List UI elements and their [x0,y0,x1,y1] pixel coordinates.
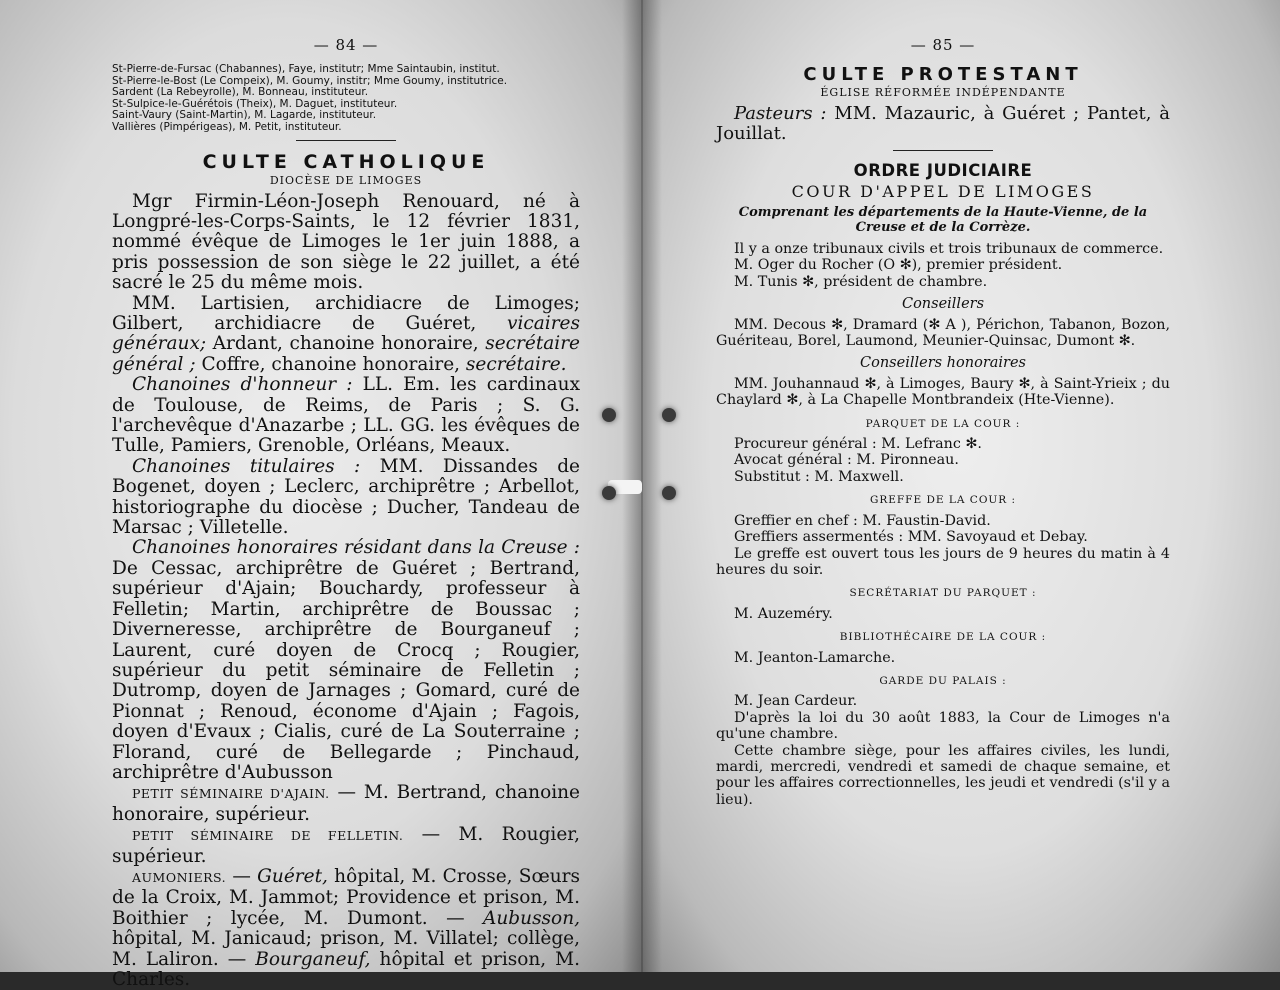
secretariat-heading: SECRÉTARIAT DU PARQUET : [849,587,1037,600]
greffe-line: Greffier en chef : M. Faustin-David. [734,512,991,529]
conseillers-paragraph: MM. Decous ✻, Dramard (✻ A ), Périchon, Tabanon, Bozon, Guériteau, Borel, Laumond, Meunier-Quinsac, Dumont ✻. [716,316,1170,350]
section-title-culte-catholique: CULTE CATHOLIQUE [202,150,490,173]
petit-seminaire-felletin-paragraph: PETIT SÉMINAIRE DE FELLETIN. — M. Rougier, supérieur. [112,824,580,867]
conseillers-heading: Conseillers [901,296,985,313]
loi-paragraph: D'après la loi du 30 août 1883, la Cour de Limoges n'a qu'une chambre. [716,709,1170,743]
secretariat-line: M. Auzeméry. [734,605,833,622]
catholique-body [112,192,580,990]
vicaires-paragraph: MM. Lartisien, archidiacre de Limoges; Gilbert, archidiacre de Guéret, vicaires généraux; Ardant, chanoine honoraire, secrétaire général ; Coffre, chanoine honoraire, secrétaire. [112,292,580,375]
premier-president-line: M. Oger du Rocher (O ✻), premier président. [734,257,1063,274]
greffe-line: Le greffe est ouvert tous les jours de 9 heures du matin à 4 heures du soir. [716,545,1170,578]
parquet-line: Avocat général : M. Pironneau. [734,452,959,469]
ordre-judiciaire-title: ORDRE JUDICIAIRE [853,161,1033,180]
greffe-heading: GREFFE DE LA COUR : [869,494,1017,507]
list-item: St-Sulpice-le-Guérétois (Theix), M. Daguet, instituteur. [112,97,398,110]
greffe-line: Greffiers assermentés : MM. Savoyaud et Debay. [734,529,1088,546]
conseillers-honoraires-heading: Conseillers honoraires [860,355,1026,372]
chanoines-titulaires-paragraph: Chanoines titulaires : MM. Dissandes de Bogenet, doyen ; Leclerc, archiprêtre ; Arbellot, historiographe du diocèse ; Ducher, Tandeau de Marsac ; Villetelle. [112,455,580,539]
petit-seminaire-ajain-paragraph: PETIT SÉMINAIRE D'AJAIN. — M. Bertrand, chanoine honoraire, supérieur. [112,782,580,825]
chanoines-honneur-paragraph: Chanoines d'honneur : LL. Em. les cardinaux de Toulouse, de Reims, de Paris ; S. G. l'archevêque d'Anazarbe ; LL. GG. les évêques de Tulle, Pamiers, Grenoble, Orléans, Meaux. [112,374,581,457]
page-number-84: — 84 — [313,36,379,54]
instituteurs-list [112,64,580,134]
divider [893,150,993,151]
comprenant-line: Comprenant les départements de la Haute-Vienne, de la Creuse et de la Corrèze. [738,205,1148,235]
list-item: Saint-Vaury (Saint-Martin), M. Lagarde, instituteur. [112,109,377,122]
staple-hole [602,486,616,500]
staple-hole [662,486,676,500]
list-item: St-Pierre-le-Bost (Le Compeix), M. Goumy, institr; Mme Goumy, institutrice. [112,74,508,87]
judiciaire-body [716,241,1170,808]
aumoniers-paragraph: AUMONIERS. — Guéret, hôpital, M. Crosse, Sœurs de la Croix, M. Jammot; Providence et prison, M. Boithier ; lycée, M. Dumont. — Aubusson, hôpital, M. Janicaud; prison, M. Villatel; collège, M. Laliron. — Bourganeuf, hôpital et prison, M. Charles. [112,865,581,990]
conseillers-honoraires-paragraph: MM. Jouhannaud ✻, à Limoges, Baury ✻, à Saint-Yrieix ; du Chaylard ✻, à La Chapelle Montbrandeix (Hte-Vienne). [716,375,1170,409]
section-title-culte-protestant: CULTE PROTESTANT [803,64,1083,85]
bibliothecaire-heading: BIBLIOTHÉCAIRE DE LA COUR : [839,631,1047,644]
chanoines-honoraires-paragraph: Chanoines honoraires résidant dans la Creuse : De Cessac, archiprêtre de Guéret ; Bertrand, supérieur d'Ajain; Bouchardy, professeur à Felletin; Martin, archiprêtre de Boussac ; Diverneresse, archiprêtre de Bourganeuf ; Laurent, curé doyen de Crocq ; Rougier, supérieur du petit séminaire de Felletin ; Dutromp, doyen de Jarnages ; Gomard, curé de Pionnat ; Renoud, économe d'Ajain ; Fagois, doyen d'Evaux ; Cialis, curé de La Souterraine ; Florand, curé de Bellegarde ; Pinchaud, archiprêtre d'Aubusson [112,537,580,783]
eglise-subtitle: ÉGLISE RÉFORMÉE INDÉPENDANTE [820,86,1066,99]
right-page [640,0,1280,972]
cour-appel-title: COUR D'APPEL DE LIMOGES [791,182,1095,201]
diocese-subtitle: DIOCÈSE DE LIMOGES [269,173,423,187]
parquet-heading: PARQUET DE LA COUR : [865,417,1021,430]
staple-hole [602,408,616,422]
page-number-85: — 85 — [910,36,976,54]
garde-line: M. Jean Cardeur. [734,693,858,710]
divider [296,140,396,141]
list-item: Vallières (Pimpérigeas), M. Petit, instituteur. [112,120,342,133]
parquet-line: Substitut : M. Maxwell. [734,468,904,485]
president-chambre-line: M. Tunis ✻, président de chambre. [734,273,988,290]
list-item: Sardent (La Rebeyrolle), M. Bonneau, instituteur. [112,86,369,99]
staple-hole [662,408,676,422]
bibliothecaire-line: M. Jeanton-Lamarche. [734,649,896,666]
eveque-paragraph: Mgr Firmin-Léon-Joseph Renouard, né à Longpré-les-Corps-Saints, le 12 février 1831, nommé évêque de Limoges le 1er juin 1888, a pris possession de son siège le 22 juillet, a été sacré le 25 du même mois. [112,190,580,294]
parquet-line: Procureur général : M. Lefranc ✻. [734,436,982,453]
chambre-paragraph: Cette chambre siège, pour les affaires civiles, les lundi, mardi, mercredi, vendredi et samedi de chaque semaine, et pour les affaires correctionnelles, les jeudi et vendredi (s'il y a lieu). [716,742,1170,808]
garde-heading: GARDE DU PALAIS : [879,674,1007,687]
pasteurs-paragraph: Pasteurs : MM. Mazauric, à Guéret ; Pantet, à Jouillat. [716,103,1170,144]
list-item: St-Pierre-de-Fursac (Chabannes), Faye, institutr; Mme Saintaubin, institut. [112,63,500,75]
intro-paragraph: Il y a onze tribunaux civils et trois tribunaux de commerce. [734,241,1164,257]
